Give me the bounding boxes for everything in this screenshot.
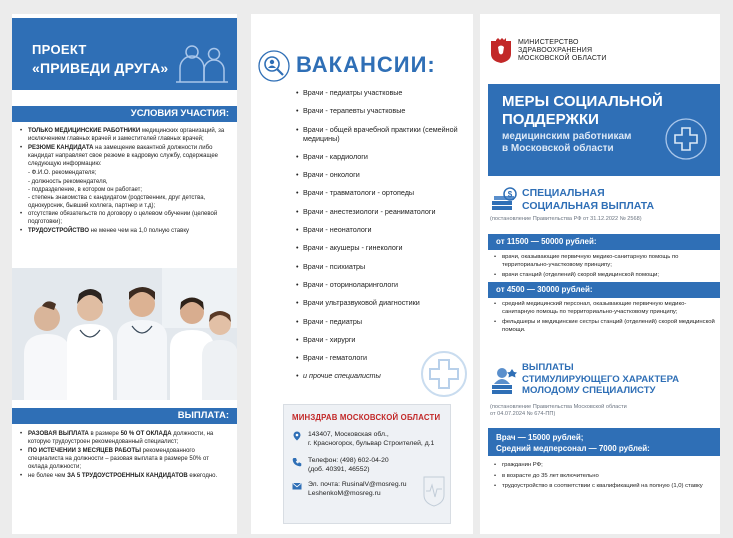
ministry-name: МИНИСТЕРСТВО ЗДРАВООХРАНЕНИЯ МОСКОВСКОЙ ОБЛАСТИ: [518, 39, 607, 63]
range-b-item: • средний медицинский персонал, оказывающие первичную медико-санитарную помощь по территориально-участковому принципу;: [494, 301, 716, 316]
vacancy-item: • Врачи - кардиологи: [296, 152, 471, 161]
incentive-item: • трудоустройство в соответствии с квалификацией на полную (1,0) ставку: [494, 483, 716, 491]
conditions-list: [20, 127, 230, 236]
condition-item: • отсутствие обязательств по договору о целевом обучении (целевой подготовки);: [20, 210, 230, 226]
vacancy-item: • Врачи - травматологи - ортопеды: [296, 188, 471, 197]
vacancy-item: • Врачи - психиатры: [296, 262, 471, 271]
vacancy-item: • Врачи - онкологи: [296, 170, 471, 179]
incentive-list: [494, 462, 716, 494]
vacancy-item: • Врачи - терапевты участковые: [296, 106, 471, 115]
vacancy-item: • Врачи - оториноларингологи: [296, 280, 471, 289]
vacancy-item: • Врачи - хирурги: [296, 335, 471, 344]
condition-item: • РЕЗЮМЕ КАНДИДАТА на замещение вакантной должности либо кандидат направляет свое резюме в кадровую службу, содержащее следующую информацию:: [20, 144, 230, 168]
condition-item: • ТРУДОУСТРОЙСТВО не менее чем на 1,0 полную ставку: [20, 227, 230, 235]
range-a-item: • врачи, оказывающие первичную медико-санитарную помощь по территориально-участковому принципу;: [494, 254, 716, 269]
vacancy-item: • Врачи ультразвуковой диагностики: [296, 298, 471, 307]
incentive-amounts: Врач — 15000 рублей; Средний медперсонал — 7000 рублей:: [488, 428, 720, 456]
condition-subitem: - подразделение, в котором он работает;: [28, 186, 143, 193]
special-payment-note: (постановление Правительства РФ от 31.12.2022 № 2568): [490, 216, 642, 222]
range-b-item: • фельдшеры и медицинские сестры станций (отделений) скорой медицинской помощи.: [494, 319, 716, 334]
vacancy-item: • Врачи - педиатры: [296, 317, 471, 326]
vacancy-item: • Врачи - акушеры - гинекологи: [296, 243, 471, 252]
vacancy-item: • Врачи - неонатологи: [296, 225, 471, 234]
conditions-header: УСЛОВИЯ УЧАСТИЯ:: [12, 106, 237, 122]
condition-subitem: - должность рекомендателя,: [28, 178, 108, 185]
range-b-list: [494, 301, 716, 337]
money-stack-icon: [490, 187, 518, 213]
payment-item: • ПО ИСТЕЧЕНИИ 3 МЕСЯЦЕВ РАБОТЫ рекомендованного специалиста на должности – разовая выплата в размере 50% от оклада должности;: [20, 447, 230, 471]
condition-subitem: - степень знакомства с кандидатом (родственник, друг детства, однокурсник, бывший коллега, партнер и т.д);: [28, 194, 206, 209]
vacancies-list: [296, 88, 471, 390]
contact-card: МИНЗДРАВ МОСКОВСКОЙ ОБЛАСТИ 143407, Московская обл., г. Красногорск, бульвар Строителей, д.1 Телефон: (498) 602-04-20 (доб. 40391, 46552) Эл. почта: RusinalV@mosreg.ru LeshenkoM@mosreg.ru: [283, 404, 451, 524]
payment-header: ВЫПЛАТА:: [12, 408, 237, 424]
incentive-item: • гражданин РФ;: [494, 462, 716, 470]
medical-shield-icon: [663, 116, 709, 162]
incentive-item: • в возрасте до 35 лет включительно: [494, 473, 716, 481]
vacancy-item: • Врачи - анестезиологи - реаниматологи: [296, 207, 471, 216]
range-b-header: от 4500 — 30000 рублей:: [488, 282, 720, 298]
project-title-line2: «ПРИВЕДИ ДРУГА»: [32, 60, 169, 76]
location-pin-icon: [292, 431, 302, 441]
pulse-shield-icon: [422, 475, 446, 507]
young-specialist-icon: [490, 365, 518, 395]
support-header: [488, 84, 720, 176]
project-title-line1: ПРОЕКТ: [32, 42, 87, 57]
contact-title: МИНЗДРАВ МОСКОВСКОЙ ОБЛАСТИ: [292, 413, 441, 422]
range-a-item: • врачи станций (отделений) скорой медицинской помощи;: [494, 272, 716, 280]
support-title: МЕРЫ СОЦИАЛЬНОЙ ПОДДЕРЖКИ: [502, 93, 663, 128]
vacancy-item-other: • и прочие специалисты: [296, 371, 471, 380]
coat-of-arms-icon: [490, 38, 512, 64]
vacancy-item: • Врачи - педиатры участковые: [296, 88, 471, 97]
svg-text:$: $: [507, 190, 513, 199]
vacancies-title: ВАКАНСИИ:: [296, 52, 436, 77]
doctors-photo: [12, 268, 237, 400]
project-header: [12, 18, 237, 90]
range-a-list: [494, 254, 716, 283]
incentive-note: (постановление Правительства Московской области от 04.07.2024 № 674-ПП): [490, 404, 627, 417]
special-payment-title: СПЕЦИАЛЬНАЯ СОЦИАЛЬНАЯ ВЫПЛАТА: [522, 187, 655, 212]
vacancy-item: • Врачи - гематологи: [296, 353, 471, 362]
incentive-title: ВЫПЛАТЫ СТИМУЛИРУЮЩЕГО ХАРАКТЕРА МОЛОДОМУ СПЕЦИАЛИСТУ: [522, 362, 680, 397]
payment-item: • РАЗОВАЯ ВЫПЛАТА в размере 50 % ОТ ОКЛАДА должности, на которую трудоустроен рекомендованный специалист;: [20, 430, 230, 446]
payment-list: [20, 430, 230, 482]
people-icon: [174, 38, 230, 90]
range-a-header: от 11500 — 50000 рублей:: [488, 234, 720, 250]
condition-item: • ТОЛЬКО МЕДИЦИНСКИЕ РАБОТНИКИ медицинских организаций, за исключением главных врачей и заместителей главных врачей;: [20, 127, 230, 143]
medical-cross-icon: [420, 350, 468, 398]
mail-icon: [292, 481, 302, 491]
payment-item: • не более чем ЗА 5 ТРУДОУСТРОЕННЫХ КАНДИДАТОВ ежегодно.: [20, 472, 230, 480]
search-person-icon: [258, 50, 290, 82]
condition-subitem: - Ф.И.О. рекомендателя;: [28, 170, 97, 177]
phone-icon: [292, 457, 302, 467]
support-subtitle: медицинским работникам в Московской области: [502, 131, 632, 154]
vacancy-item: • Врачи - общей врачебной практики (семейной медицины): [296, 125, 471, 143]
